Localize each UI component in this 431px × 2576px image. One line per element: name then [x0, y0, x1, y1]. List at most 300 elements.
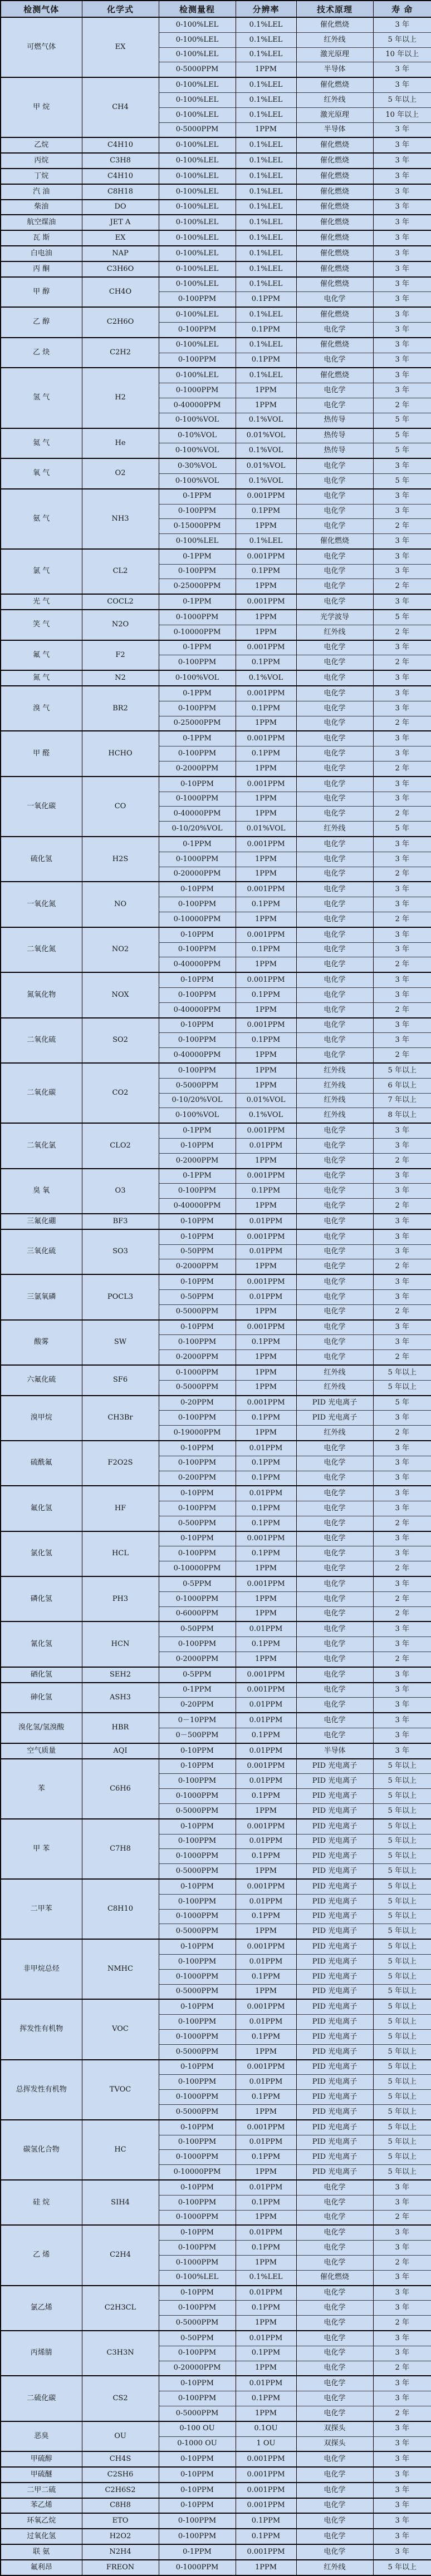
- life-cell: 5 年: [373, 443, 431, 458]
- gas-name-cell: 一氧化碳: [1, 777, 82, 837]
- resolution-cell: 1PPM: [236, 1561, 296, 1576]
- principle-cell: 电化学: [296, 957, 373, 972]
- gas-name-cell: 溴甲烷: [1, 1396, 82, 1441]
- range-cell: 0-100%LEL: [159, 215, 236, 230]
- resolution-cell: 1PPM: [236, 762, 296, 777]
- principle-cell: 电化学: [296, 2210, 373, 2225]
- life-cell: 5 年以上: [373, 1849, 431, 1864]
- principle-cell: 电化学: [296, 549, 373, 564]
- life-cell: 3 年: [373, 137, 431, 153]
- gas-name-cell: 二氧化氯: [1, 1123, 82, 1168]
- resolution-cell: 0.001PPM: [236, 1999, 296, 2014]
- principle-cell: 电化学: [296, 1214, 373, 1229]
- gas-name-cell: 溴 气: [1, 686, 82, 731]
- life-cell: 3 年: [373, 458, 431, 473]
- table-row: [1, 1169, 431, 1184]
- resolution-cell: 1PPM: [236, 1199, 296, 1214]
- resolution-cell: 1PPM: [236, 807, 296, 822]
- table-row: [1, 927, 431, 942]
- range-cell: 0-2000PPM: [159, 1350, 236, 1365]
- principle-cell: 电化学: [296, 1621, 373, 1636]
- range-cell: 0-100%LEL: [159, 107, 236, 122]
- range-cell: 0-1000 OU: [159, 2436, 236, 2451]
- life-cell: 2 年: [373, 625, 431, 640]
- principle-cell: 双探头: [296, 2421, 373, 2436]
- gas-name-cell: 联 氨: [1, 2544, 82, 2560]
- range-cell: 0-5000PPM: [159, 2104, 236, 2119]
- resolution-cell: 0.01PPM: [236, 1743, 296, 1759]
- gas-name-cell: 二氧化氮: [1, 927, 82, 972]
- range-cell: 0-40000PPM: [159, 1002, 236, 1017]
- col-header-formula: 化学式: [82, 1, 159, 17]
- gas-group: [1, 2331, 431, 2376]
- life-cell: 3 年: [373, 1486, 431, 1501]
- life-cell: 3 年: [373, 1274, 431, 1289]
- gas-group: [1, 2421, 431, 2452]
- table-row: [1, 77, 431, 92]
- resolution-cell: 1PPM: [236, 1063, 296, 1078]
- principle-cell: 电化学: [296, 1456, 373, 1471]
- formula-cell: SO2: [82, 1018, 159, 1063]
- resolution-cell: 0.1%LEL: [236, 137, 296, 153]
- range-cell: 0-40000PPM: [159, 957, 236, 972]
- table-row: [1, 215, 431, 230]
- life-cell: 3 年: [373, 2270, 431, 2285]
- resolution-cell: 0.01PPM: [236, 2015, 296, 2030]
- principle-cell: 电化学: [296, 504, 373, 519]
- resolution-cell: 0.001PPM: [236, 837, 296, 852]
- resolution-cell: 0.1PPM: [236, 1471, 296, 1486]
- resolution-cell: 1PPM: [236, 62, 296, 77]
- gas-name-cell: 甲 苯: [1, 1819, 82, 1879]
- principle-cell: PID 光电离子: [296, 1849, 373, 1864]
- gas-name-cell: 三氯氧磷: [1, 1274, 82, 1319]
- principle-cell: 电化学: [296, 1576, 373, 1591]
- table-row: [1, 594, 431, 610]
- principle-cell: 电化学: [296, 2301, 373, 2316]
- principle-cell: 电化学: [296, 2241, 373, 2256]
- resolution-cell: 1PPM: [236, 383, 296, 398]
- resolution-cell: 1PPM: [236, 1365, 296, 1380]
- life-cell: 3 年: [373, 2451, 431, 2467]
- range-cell: 0-100PPM: [159, 746, 236, 762]
- resolution-cell: 1PPM: [236, 2210, 296, 2225]
- life-cell: 10 年以上: [373, 107, 431, 122]
- life-cell: 3 年: [373, 200, 431, 215]
- resolution-cell: 0.1PPM: [236, 701, 296, 716]
- life-cell: 3 年: [373, 1743, 431, 1759]
- gas-group: [1, 2529, 431, 2544]
- resolution-cell: 0.01PPM: [236, 2180, 296, 2195]
- resolution-cell: 0.001PPM: [236, 1018, 296, 1033]
- resolution-cell: 0.01PPM: [236, 1441, 296, 1456]
- life-cell: 3 年: [373, 1576, 431, 1591]
- life-cell: 3 年: [373, 77, 431, 92]
- gas-name-cell: 柴油: [1, 200, 82, 215]
- gas-group: [1, 1063, 431, 1123]
- gas-name-cell: 乙烷: [1, 137, 82, 153]
- principle-cell: 电化学: [296, 2406, 373, 2421]
- principle-cell: 电化学: [296, 792, 373, 807]
- range-cell: 0-1000PPM: [159, 1365, 236, 1380]
- principle-cell: 电化学: [296, 1259, 373, 1274]
- resolution-cell: 0.1PPM: [236, 564, 296, 579]
- life-cell: 3 年: [373, 62, 431, 77]
- resolution-cell: 1PPM: [236, 1591, 296, 1606]
- range-cell: 0-15000PPM: [159, 519, 236, 534]
- life-cell: 3 年: [373, 777, 431, 792]
- formula-cell: SO3: [82, 1229, 159, 1274]
- principle-cell: 电化学: [296, 1516, 373, 1531]
- table-row: [1, 640, 431, 655]
- formula-cell: NMHC: [82, 1939, 159, 1999]
- gas-group: [1, 2483, 431, 2498]
- principle-cell: 电化学: [296, 1320, 373, 1335]
- resolution-cell: 1PPM: [236, 957, 296, 972]
- resolution-cell: 0.1%VOL: [236, 443, 296, 458]
- resolution-cell: 0.01PPM: [236, 1486, 296, 1501]
- gas-name-cell: 氟利昂: [1, 2560, 82, 2575]
- principle-cell: 电化学: [296, 1199, 373, 1214]
- table-row: [1, 17, 431, 32]
- resolution-cell: 0.001PPM: [236, 1274, 296, 1289]
- resolution-cell: 1PPM: [236, 792, 296, 807]
- gas-name-cell: 空气质量: [1, 1743, 82, 1759]
- formula-cell: C7H8: [82, 1819, 159, 1879]
- principle-cell: 电化学: [296, 1048, 373, 1063]
- resolution-cell: 0.1%LEL: [236, 200, 296, 215]
- gas-group: [1, 1229, 431, 1274]
- table-row: [1, 1365, 431, 1380]
- resolution-cell: 0.001PPM: [236, 1683, 296, 1698]
- life-cell: 5 年以上: [373, 1879, 431, 1894]
- principle-cell: 电化学: [296, 942, 373, 957]
- life-cell: 3 年: [373, 1621, 431, 1636]
- formula-cell: FREON: [82, 2560, 159, 2575]
- life-cell: 3 年: [373, 2180, 431, 2195]
- life-cell: 3 年: [373, 2331, 431, 2346]
- range-cell: 0-10PPM: [159, 1759, 236, 1774]
- life-cell: 3 年: [373, 1683, 431, 1698]
- table-row: [1, 1229, 431, 1244]
- principle-cell: 电化学: [296, 762, 373, 777]
- principle-cell: PID 光电离子: [296, 1924, 373, 1939]
- principle-cell: 电化学: [296, 731, 373, 746]
- life-cell: 3 年: [373, 2467, 431, 2483]
- resolution-cell: 1PPM: [236, 2406, 296, 2421]
- range-cell: 0-2000PPM: [159, 1259, 236, 1274]
- resolution-cell: 1PPM: [236, 519, 296, 534]
- gas-name-cell: 航空煤油: [1, 215, 82, 230]
- range-cell: 0-10PPM: [159, 972, 236, 987]
- range-cell: 0-1000PPM: [159, 1591, 236, 1606]
- life-cell: 3 年: [373, 1546, 431, 1561]
- range-cell: 0-10PPM: [159, 1214, 236, 1229]
- resolution-cell: 0.1PPM: [236, 2391, 296, 2406]
- resolution-cell: 0.1PPM: [236, 942, 296, 957]
- resolution-cell: 0.1%LEL: [236, 169, 296, 184]
- range-cell: 0-100PPM: [159, 2513, 236, 2529]
- col-header-principle: 技术原理: [296, 1, 373, 17]
- range-cell: 0-1000PPM: [159, 383, 236, 398]
- life-cell: 5 年以上: [373, 2075, 431, 2090]
- life-cell: 5 年: [373, 428, 431, 443]
- range-cell: 0-5000PPM: [159, 2406, 236, 2421]
- range-cell: 0-100PPM: [159, 1063, 236, 1078]
- life-cell: 2 年: [373, 2255, 431, 2270]
- life-cell: 3 年: [373, 2391, 431, 2406]
- table-row: [1, 1713, 431, 1728]
- gas-name-cell: 甲硫醇: [1, 2451, 82, 2467]
- principle-cell: 电化学: [296, 2286, 373, 2301]
- gas-group: [1, 489, 431, 549]
- gas-name-cell: 可燃气体: [1, 17, 82, 77]
- gas-group: [1, 2451, 431, 2467]
- range-cell: 0-500PPM: [159, 1516, 236, 1531]
- formula-cell: SW: [82, 1320, 159, 1365]
- formula-cell: F2: [82, 640, 159, 671]
- resolution-cell: 0.01PPM: [236, 2135, 296, 2150]
- life-cell: 2 年: [373, 579, 431, 594]
- resolution-cell: 1PPM: [236, 1804, 296, 1819]
- range-cell: 0-100%LEL: [159, 32, 236, 47]
- range-cell: 0-5000PPM: [159, 1380, 236, 1395]
- life-cell: 3 年: [373, 1637, 431, 1652]
- principle-cell: 电化学: [296, 398, 373, 413]
- gas-name-cell: 丙烷: [1, 153, 82, 169]
- gas-group: [1, 169, 431, 184]
- range-cell: 0-10PPM: [159, 1486, 236, 1501]
- life-cell: 2 年: [373, 716, 431, 731]
- range-cell: 0-100%LEL: [159, 137, 236, 153]
- formula-cell: H2S: [82, 837, 159, 882]
- range-cell: 0-100PPM: [159, 701, 236, 716]
- gas-group: [1, 1713, 431, 1743]
- gas-group: [1, 640, 431, 671]
- principle-cell: 电化学: [296, 1667, 373, 1683]
- life-cell: 3 年: [373, 2225, 431, 2240]
- resolution-cell: 0.1PPM: [236, 1335, 296, 1350]
- resolution-cell: 1PPM: [236, 1984, 296, 1999]
- principle-cell: 催化燃烧: [296, 277, 373, 292]
- life-cell: 3 年: [373, 1169, 431, 1184]
- resolution-cell: 0.01PPM: [236, 2331, 296, 2346]
- formula-cell: AQI: [82, 1743, 159, 1759]
- range-cell: 0-100%LEL: [159, 17, 236, 32]
- range-cell: 0－10PPM: [159, 1713, 236, 1728]
- principle-cell: 红外线: [296, 1093, 373, 1108]
- resolution-cell: 0.1%LEL: [236, 230, 296, 246]
- resolution-cell: 0.1PPM: [236, 2195, 296, 2210]
- range-cell: 0-5000PPM: [159, 62, 236, 77]
- range-cell: 0-100%LEL: [159, 230, 236, 246]
- table-row: [1, 2498, 431, 2514]
- principle-cell: 电化学: [296, 2195, 373, 2210]
- range-cell: 0-25000PPM: [159, 716, 236, 731]
- range-cell: 0-1000PPM: [159, 852, 236, 867]
- range-cell: 0-1000PPM: [159, 792, 236, 807]
- gas-name-cell: 氯 气: [1, 549, 82, 594]
- formula-cell: EX: [82, 230, 159, 246]
- principle-cell: 电化学: [296, 292, 373, 307]
- life-cell: 3 年: [373, 988, 431, 1003]
- resolution-cell: 1PPM: [236, 2044, 296, 2059]
- range-cell: 0-6000PPM: [159, 1606, 236, 1621]
- life-cell: 3 年: [373, 184, 431, 200]
- table-row: [1, 2421, 431, 2436]
- table-row: [1, 1819, 431, 1834]
- table-row: [1, 307, 431, 322]
- life-cell: 5 年以上: [373, 32, 431, 47]
- resolution-cell: 0.01PPM: [236, 2376, 296, 2391]
- range-cell: 0-100PPM: [159, 2075, 236, 2090]
- gas-name-cell: 笑 气: [1, 610, 82, 640]
- principle-cell: 电化学: [296, 2544, 373, 2560]
- range-cell: 0-100PPM: [159, 1546, 236, 1561]
- principle-cell: 红外线: [296, 1426, 373, 1441]
- range-cell: 0-1PPM: [159, 2544, 236, 2560]
- resolution-cell: 0.1PPM: [236, 2301, 296, 2316]
- life-cell: 3 年: [373, 368, 431, 383]
- life-cell: 3 年: [373, 1229, 431, 1244]
- table-row: [1, 731, 431, 746]
- principle-cell: 红外线: [296, 1365, 373, 1380]
- principle-cell: 电化学: [296, 882, 373, 897]
- range-cell: 0-5000PPM: [159, 122, 236, 137]
- resolution-cell: 0.01PPM: [236, 1774, 296, 1789]
- resolution-cell: 0.01%VOL: [236, 1093, 296, 1108]
- formula-cell: C8H18: [82, 184, 159, 200]
- life-cell: 3 年: [373, 292, 431, 307]
- range-cell: 0-10PPM: [159, 882, 236, 897]
- range-cell: 0-1PPM: [159, 594, 236, 610]
- resolution-cell: 1PPM: [236, 852, 296, 867]
- gas-group: [1, 261, 431, 277]
- formula-cell: OU: [82, 2421, 159, 2452]
- principle-cell: 电化学: [296, 2316, 373, 2331]
- range-cell: 0-50PPM: [159, 1244, 236, 1259]
- range-cell: 0-10PPM: [159, 2180, 236, 2195]
- table-row: [1, 1441, 431, 1456]
- principle-cell: 红外线: [296, 1063, 373, 1078]
- principle-cell: 红外线: [296, 92, 373, 107]
- life-cell: 5 年以上: [373, 1819, 431, 1834]
- resolution-cell: 0.1PPM: [236, 1909, 296, 1924]
- resolution-cell: 1PPM: [236, 1924, 296, 1939]
- formula-cell: EX: [82, 17, 159, 77]
- range-cell: 0-100%VOL: [159, 1108, 236, 1123]
- life-cell: 3 年: [373, 122, 431, 137]
- life-cell: 3 年: [373, 670, 431, 686]
- range-cell: 0-30%VOL: [159, 458, 236, 473]
- range-cell: 0-100PPM: [159, 2241, 236, 2256]
- life-cell: 2 年: [373, 2361, 431, 2376]
- table-row: [1, 1123, 431, 1138]
- principle-cell: PID 光电离子: [296, 1864, 373, 1879]
- resolution-cell: 0.1PPM: [236, 988, 296, 1003]
- formula-cell: HCL: [82, 1531, 159, 1576]
- resolution-cell: 0.001PPM: [236, 2451, 296, 2467]
- principle-cell: 电化学: [296, 1184, 373, 1199]
- resolution-cell: 1PPM: [236, 867, 296, 882]
- range-cell: 0-1PPM: [159, 731, 236, 746]
- gas-group: [1, 137, 431, 153]
- gas-name-cell: 甲 醇: [1, 277, 82, 308]
- table-row: [1, 1396, 431, 1411]
- principle-cell: PID 光电离子: [296, 1955, 373, 1970]
- resolution-cell: 0.001PPM: [236, 1576, 296, 1591]
- life-cell: 3 年: [373, 746, 431, 762]
- range-cell: 0-10PPM: [159, 1743, 236, 1759]
- gas-group: [1, 17, 431, 77]
- principle-cell: 电化学: [296, 701, 373, 716]
- range-cell: 0-10000PPM: [159, 625, 236, 640]
- resolution-cell: 0.01PPM: [236, 1244, 296, 1259]
- resolution-cell: 0.001PPM: [236, 1819, 296, 1834]
- principle-cell: 电化学: [296, 1002, 373, 1017]
- principle-cell: 电化学: [296, 1289, 373, 1304]
- table-row: [1, 1063, 431, 1078]
- principle-cell: PID 光电离子: [296, 1939, 373, 1954]
- gas-name-cell: 甲 烷: [1, 77, 82, 137]
- life-cell: 3 年: [373, 882, 431, 897]
- range-cell: 0-100PPM: [159, 292, 236, 307]
- gas-group: [1, 1939, 431, 1999]
- gas-name-cell: 苯: [1, 1759, 82, 1819]
- range-cell: 0-2000PPM: [159, 762, 236, 777]
- principle-cell: 催化燃烧: [296, 534, 373, 549]
- principle-cell: PID 光电离子: [296, 2120, 373, 2135]
- table-row: [1, 610, 431, 625]
- range-cell: 0-100PPM: [159, 1894, 236, 1909]
- table-row: [1, 261, 431, 277]
- resolution-cell: 0.1%LEL: [236, 246, 296, 261]
- gas-name-cell: 一氧化氮: [1, 882, 82, 927]
- table-row: [1, 1743, 431, 1759]
- formula-cell: H2: [82, 368, 159, 428]
- gas-name-cell: 氯化氢: [1, 1531, 82, 1576]
- resolution-cell: 0.001PPM: [236, 777, 296, 792]
- gas-name-cell: 总挥发性有机物: [1, 2060, 82, 2120]
- life-cell: 3 年: [373, 2346, 431, 2361]
- resolution-cell: 0.1%VOL: [236, 473, 296, 488]
- principle-cell: 电化学: [296, 519, 373, 534]
- principle-cell: 电化学: [296, 1350, 373, 1365]
- life-cell: 5 年: [373, 1396, 431, 1411]
- range-cell: 0-100PPM: [159, 942, 236, 957]
- range-cell: 0-100%VOL: [159, 443, 236, 458]
- principle-cell: 电化学: [296, 594, 373, 610]
- life-cell: 3 年: [373, 1471, 431, 1486]
- principle-cell: 电化学: [296, 1561, 373, 1576]
- principle-cell: 催化燃烧: [296, 215, 373, 230]
- resolution-cell: 0.1%LEL: [236, 32, 296, 47]
- resolution-cell: 0.01PPM: [236, 2075, 296, 2090]
- life-cell: 3 年: [373, 322, 431, 337]
- range-cell: 0-100PPM: [159, 504, 236, 519]
- principle-cell: 电化学: [296, 322, 373, 337]
- principle-cell: PID 光电离子: [296, 1804, 373, 1819]
- principle-cell: PID 光电离子: [296, 1999, 373, 2014]
- principle-cell: 热传导: [296, 443, 373, 458]
- life-cell: 5 年以上: [373, 1365, 431, 1380]
- formula-cell: JET A: [82, 215, 159, 230]
- gas-group: [1, 458, 431, 489]
- life-cell: 5 年以上: [373, 2560, 431, 2575]
- principle-cell: PID 光电离子: [296, 1984, 373, 1999]
- gas-group: [1, 1274, 431, 1319]
- range-cell: 0-100%VOL: [159, 670, 236, 686]
